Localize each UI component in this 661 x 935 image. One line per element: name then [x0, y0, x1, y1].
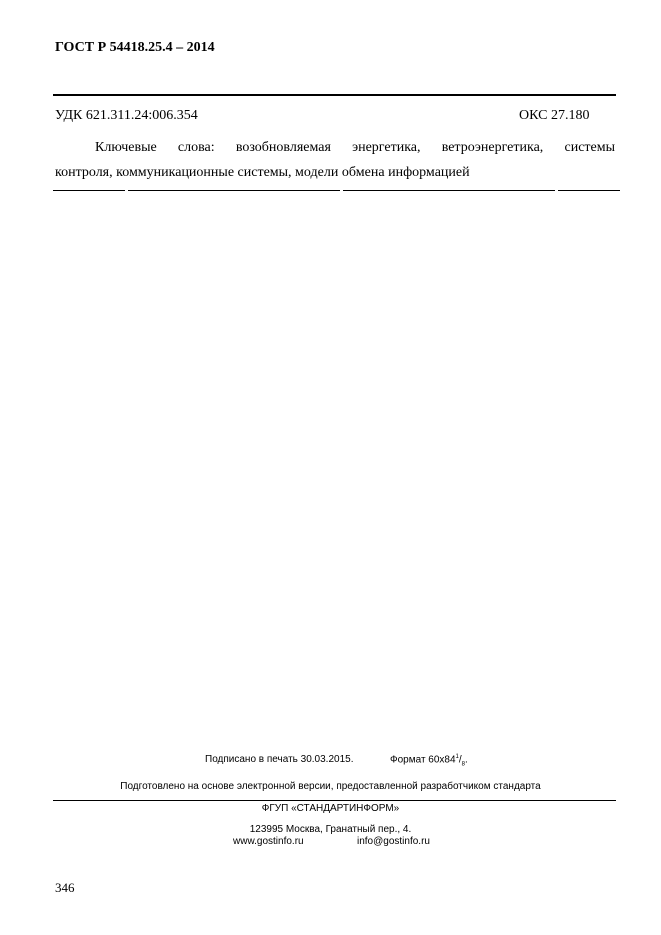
prepared-note: Подготовлено на основе электронной версии, предоставленной разработчиком стандарта [120, 781, 541, 792]
keywords-underline [343, 190, 555, 191]
keywords-underline [558, 190, 620, 191]
paper-format-label: Формат 60x84 [390, 754, 456, 766]
keywords-underline [53, 190, 125, 191]
keywords-line-2: контроля, коммуникационные системы, модели обмена информацией [55, 165, 470, 180]
page-number: 346 [55, 880, 75, 895]
signed-to-print: Подписано в печать 30.03.2015. [205, 754, 354, 765]
publisher-name: ФГУП «СТАНДАРТИНФОРМ» [261, 803, 400, 814]
keywords-underline [128, 190, 340, 191]
publisher-address: 123995 Москва, Гранатный пер., 4. [249, 824, 412, 835]
document-title: ГОСТ Р 54418.25.4 – 2014 [55, 40, 215, 55]
footer-divider [53, 800, 616, 801]
format-fraction-numerator: 1 [455, 754, 459, 760]
paper-format: Формат $60x84^1/_8$. [390, 754, 468, 768]
oks-code: ОКС 27.180 [519, 108, 590, 123]
header-divider [53, 94, 616, 96]
udc-code: УДК 621.311.24:006.354 [55, 108, 198, 123]
keywords-line-1-text: Ключевые слова: возобновляемая энергетика, ветроэнергетика, системы [95, 140, 615, 155]
publisher-email: info@gostinfo.ru [357, 836, 430, 847]
format-fraction-denominator: 8 [461, 761, 466, 768]
keywords-line-1 [55, 140, 615, 156]
publisher-website: www.gostinfo.ru [233, 836, 304, 847]
